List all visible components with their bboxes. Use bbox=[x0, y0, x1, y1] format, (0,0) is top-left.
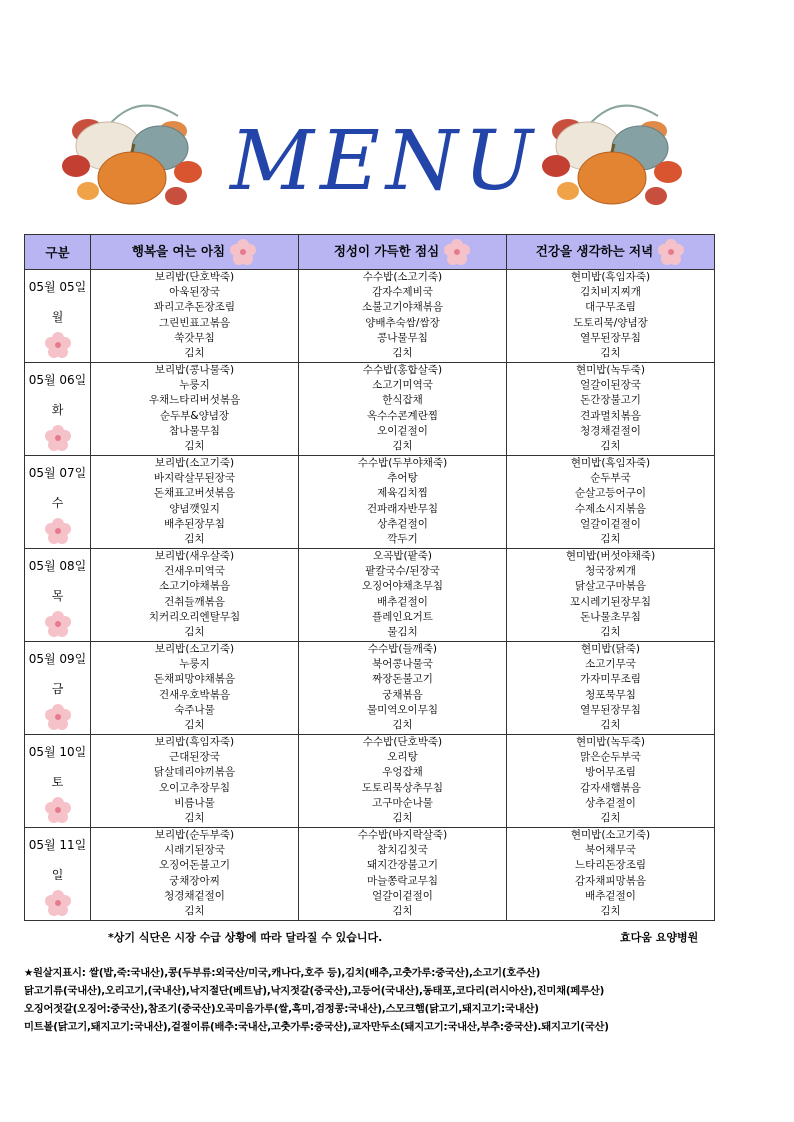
day-row bbox=[25, 735, 715, 828]
menu-item: 순두부국 bbox=[590, 472, 631, 485]
dinner-cell bbox=[507, 270, 715, 363]
menu-item: 참치김칫국 bbox=[377, 844, 428, 857]
date-label: 05월 09일 bbox=[28, 652, 87, 666]
menu-item: 팥칼국수/된장국 bbox=[365, 565, 440, 578]
menu-item: 건파래자반무침 bbox=[366, 502, 438, 515]
menu-item: 현미밥(녹두죽) bbox=[575, 736, 646, 748]
lunch-cell bbox=[299, 828, 507, 921]
day-row bbox=[25, 363, 715, 456]
menu-item: 상추겉절이 bbox=[585, 796, 636, 809]
menu-item: 돈나물초무침 bbox=[580, 610, 641, 623]
menu-item: 누룽지 bbox=[179, 379, 210, 392]
menu-item: 수제소시지볶음 bbox=[574, 502, 646, 515]
lunch-cell bbox=[299, 363, 507, 456]
menu-item: 김치 bbox=[600, 532, 621, 545]
dinner-cell bbox=[507, 549, 715, 642]
origin-line: 닭고기류(국내산),오리고기,(국내산),낙지절단(베트남),낙지젓갈(중국산),고등어(국내산),동태포,코다리(러시아산),진미채(페루산) bbox=[24, 985, 605, 997]
menu-item: 청경채겉절이 bbox=[164, 889, 225, 902]
menu-item: 현미밥(흑임자죽) bbox=[570, 271, 651, 283]
menu-item: 고구마순나물 bbox=[372, 796, 433, 809]
menu-item: 보리밥(소고기죽) bbox=[154, 643, 235, 655]
breakfast-cell bbox=[91, 735, 299, 828]
menu-item: 김치 bbox=[392, 346, 413, 359]
menu-item: 열무된장무침 bbox=[580, 331, 641, 344]
menu-item: 열무된장무침 bbox=[580, 703, 641, 716]
menu-item: 현미밥(버섯야채죽) bbox=[565, 550, 656, 562]
menu-item: 김치 bbox=[600, 811, 621, 824]
menu-item: 꽈리고추돈장조림 bbox=[153, 301, 236, 314]
menu-item: 소불고기야채볶음 bbox=[361, 301, 444, 314]
menu-item: 현미밥(닭죽) bbox=[581, 643, 640, 655]
dinner-cell bbox=[507, 828, 715, 921]
menu-item: 숙주나물 bbox=[174, 703, 215, 716]
menu-item: 순두부&양념장 bbox=[159, 409, 230, 422]
weekday-label: 목 bbox=[51, 589, 64, 603]
menu-item: 추어탕 bbox=[387, 472, 418, 485]
date-label: 05월 10일 bbox=[28, 745, 87, 759]
menu-item: 맑은순두부국 bbox=[580, 751, 641, 764]
menu-item: 방어무조림 bbox=[585, 766, 636, 779]
menu-item: 돈채표고버섯볶음 bbox=[153, 487, 236, 500]
menu-item: 수수밥(소고기죽) bbox=[362, 271, 443, 283]
menu-item: 오이고추장무침 bbox=[158, 781, 230, 794]
menu-item: 감자수제비국 bbox=[372, 286, 433, 299]
menu-table bbox=[24, 234, 715, 921]
menu-item: 도토리묵/양념장 bbox=[573, 316, 648, 329]
flower-icon bbox=[44, 517, 72, 545]
date-label: 05월 07일 bbox=[28, 466, 87, 480]
date-label: 05월 05일 bbox=[28, 280, 87, 294]
menu-item: 제육김치찜 bbox=[377, 487, 428, 500]
menu-item: 쑥갓무침 bbox=[174, 331, 215, 344]
menu-item: 근대된장국 bbox=[169, 751, 220, 764]
menu-item: 김치 bbox=[184, 346, 205, 359]
date-label: 05월 11일 bbox=[28, 838, 87, 852]
menu-item: 깍두기 bbox=[387, 532, 418, 545]
day-cell bbox=[25, 828, 91, 921]
header-breakfast: 행복을 여는 아침 bbox=[91, 235, 299, 270]
menu-item: 오곡밥(팥죽) bbox=[373, 550, 432, 562]
date-label: 05월 08일 bbox=[28, 559, 87, 573]
menu-item: 청국장찌개 bbox=[585, 565, 636, 578]
menu-item: 견과멸치볶음 bbox=[580, 409, 641, 422]
breakfast-cell bbox=[91, 363, 299, 456]
menu-item: 짜장돈불고기 bbox=[372, 673, 433, 686]
menu-item: 김치 bbox=[600, 346, 621, 359]
menu-item: 김치 bbox=[600, 625, 621, 638]
day-cell bbox=[25, 456, 91, 549]
menu-item: 얼갈이겉절이 bbox=[372, 889, 433, 902]
menu-item: 상추겉절이 bbox=[377, 517, 428, 530]
menu-item: 현미밥(소고기죽) bbox=[570, 829, 651, 841]
menu-item: 마늘쫑락교무침 bbox=[366, 874, 438, 887]
menu-item: 닭살고구마볶음 bbox=[574, 580, 646, 593]
menu-item: 소고기무국 bbox=[585, 658, 636, 671]
menu-item: 김치 bbox=[184, 532, 205, 545]
flower-icon bbox=[657, 238, 685, 266]
menu-item: 김치 bbox=[184, 811, 205, 824]
menu-item: 김치 bbox=[392, 439, 413, 452]
dinner-cell bbox=[507, 735, 715, 828]
header-category: 구분 bbox=[25, 235, 91, 270]
weekday-label: 일 bbox=[51, 868, 64, 882]
menu-item: 김치 bbox=[600, 439, 621, 452]
menu-item: 돼지간장불고기 bbox=[366, 859, 438, 872]
menu-item: 보리밥(순두부죽) bbox=[154, 829, 235, 841]
menu-item: 현미밥(흑임자죽) bbox=[570, 457, 651, 469]
origin-line: 오징어젓갈(오징어:중국산),참조기(중국산)오곡미음가루(쌀,흑미,검정콩:국내산),스모크햄(닭고기,돼지고기:국내산) bbox=[24, 1003, 539, 1015]
weekday-label: 금 bbox=[51, 682, 64, 696]
date-label: 05월 06일 bbox=[28, 373, 87, 387]
menu-item: 순살고등어구이 bbox=[574, 487, 646, 500]
menu-item: 도토리묵상추무침 bbox=[361, 781, 444, 794]
menu-item: 그린빈표고볶음 bbox=[158, 316, 230, 329]
day-row bbox=[25, 642, 715, 735]
menu-item: 소고기미역국 bbox=[372, 379, 433, 392]
menu-item: 우엉잡채 bbox=[382, 766, 423, 779]
lunch-cell bbox=[299, 456, 507, 549]
origin-info bbox=[24, 964, 724, 1036]
day-row bbox=[25, 549, 715, 642]
menu-item: 건새우미역국 bbox=[164, 565, 225, 578]
pumpkin-bouquet-left-icon bbox=[48, 86, 218, 216]
weekday-label: 수 bbox=[51, 496, 64, 510]
menu-item: 콩나물무침 bbox=[377, 331, 428, 344]
pumpkin-bouquet-right-icon bbox=[528, 86, 698, 216]
header-lunch: 정성이 가득한 점심 bbox=[299, 235, 507, 270]
menu-item: 우채느타리버섯볶음 bbox=[148, 394, 241, 407]
menu-item: 꼬시레기된장무침 bbox=[569, 595, 652, 608]
day-row bbox=[25, 270, 715, 363]
menu-item: 대구무조림 bbox=[585, 301, 636, 314]
header-row bbox=[25, 235, 715, 270]
menu-item: 김치 bbox=[600, 904, 621, 917]
menu-item: 보리밥(새우살죽) bbox=[154, 550, 235, 562]
menu-item: 수수밥(바지락살죽) bbox=[357, 829, 448, 841]
menu-item: 돈채피망야채볶음 bbox=[153, 673, 236, 686]
flower-icon bbox=[44, 703, 72, 731]
flower-icon bbox=[44, 889, 72, 917]
menu-item: 보리밥(소고기죽) bbox=[154, 457, 235, 469]
day-row bbox=[25, 456, 715, 549]
menu-item: 한식잡채 bbox=[382, 394, 423, 407]
menu-item: 오징어야채초무침 bbox=[361, 580, 444, 593]
menu-item: 배추겉절이 bbox=[585, 889, 636, 902]
lunch-cell bbox=[299, 735, 507, 828]
menu-item: 수수밥(단호박죽) bbox=[362, 736, 443, 748]
menu-item: 얼갈이겉절이 bbox=[580, 517, 641, 530]
menu-item: 비름나물 bbox=[174, 796, 215, 809]
lunch-cell bbox=[299, 642, 507, 735]
menu-item: 아욱된장국 bbox=[169, 286, 220, 299]
menu-item: 가자미무조림 bbox=[580, 673, 641, 686]
menu-item: 누룽지 bbox=[179, 658, 210, 671]
menu-item: 청경채겉절이 bbox=[580, 424, 641, 437]
menu-item: 북어채무국 bbox=[585, 844, 636, 857]
menu-item: 양배추숙쌈/쌈장 bbox=[365, 316, 440, 329]
menu-item: 건새우호박볶음 bbox=[158, 688, 230, 701]
dinner-cell bbox=[507, 456, 715, 549]
menu-item: 김치 bbox=[600, 718, 621, 731]
day-row bbox=[25, 828, 715, 921]
breakfast-cell bbox=[91, 828, 299, 921]
day-cell bbox=[25, 735, 91, 828]
menu-item: 물김치 bbox=[387, 625, 418, 638]
menu-item: 바지락살무된장국 bbox=[153, 472, 236, 485]
menu-item: 양념깻잎지 bbox=[169, 502, 220, 515]
menu-item: 청포묵무침 bbox=[585, 688, 636, 701]
menu-item: 궁채볶음 bbox=[382, 688, 423, 701]
menu-item: 궁채장아찌 bbox=[169, 874, 220, 887]
notice-text: *상기 식단은 시장 수급 상황에 따라 달라질 수 있습니다. bbox=[108, 931, 383, 944]
flower-icon bbox=[443, 238, 471, 266]
day-cell bbox=[25, 642, 91, 735]
menu-item: 김치 bbox=[392, 811, 413, 824]
menu-item: 보리밥(콩나물죽) bbox=[154, 364, 235, 376]
menu-item: 감자채피망볶음 bbox=[574, 874, 646, 887]
menu-item: 얼갈이된장국 bbox=[580, 379, 641, 392]
menu-title: MENU bbox=[230, 114, 539, 209]
dinner-cell bbox=[507, 363, 715, 456]
menu-item: 닭살데리야끼볶음 bbox=[153, 766, 236, 779]
menu-item: 김치 bbox=[184, 625, 205, 638]
day-cell bbox=[25, 549, 91, 642]
menu-item: 김치 bbox=[184, 718, 205, 731]
menu-item: 수수밥(두부야채죽) bbox=[357, 457, 448, 469]
menu-item: 오징어돈불고기 bbox=[158, 859, 230, 872]
menu-item: 참나물무침 bbox=[169, 424, 220, 437]
lunch-cell bbox=[299, 549, 507, 642]
weekday-label: 화 bbox=[51, 403, 64, 417]
header-dinner: 건강을 생각하는 저녁 bbox=[507, 235, 715, 270]
dinner-cell bbox=[507, 642, 715, 735]
menu-item: 북어콩나물국 bbox=[372, 658, 433, 671]
breakfast-cell bbox=[91, 642, 299, 735]
menu-item: 김치 bbox=[392, 904, 413, 917]
flower-icon bbox=[44, 331, 72, 359]
flower-icon bbox=[44, 610, 72, 638]
menu-item: 보리밥(단호박죽) bbox=[154, 271, 235, 283]
menu-item: 보리밥(흑임자죽) bbox=[154, 736, 235, 748]
origin-line: 미트볼(닭고기,돼지고기:국내산),겉절이류(배추:국내산,고춧가루:중국산),교자만두소(돼지고기:국내산,부추:중국산).돼지고기(국산) bbox=[24, 1021, 609, 1033]
breakfast-cell bbox=[91, 270, 299, 363]
menu-item: 시래기된장국 bbox=[164, 844, 225, 857]
menu-item: 플레인요거트 bbox=[372, 610, 433, 623]
hospital-name: 효다움 요양병원 bbox=[620, 931, 699, 944]
menu-item: 돈간장불고기 bbox=[580, 394, 641, 407]
day-cell bbox=[25, 363, 91, 456]
menu-item: 소고기야채볶음 bbox=[158, 580, 230, 593]
breakfast-cell bbox=[91, 456, 299, 549]
menu-item: 수수밥(홍합살죽) bbox=[362, 364, 443, 376]
menu-item: 현미밥(녹두죽) bbox=[575, 364, 646, 376]
flower-icon bbox=[44, 796, 72, 824]
menu-item: 김치비지찌개 bbox=[580, 286, 641, 299]
menu-item: 김치 bbox=[184, 439, 205, 452]
breakfast-cell bbox=[91, 549, 299, 642]
day-cell bbox=[25, 270, 91, 363]
menu-item: 건취들깨볶음 bbox=[164, 595, 225, 608]
flower-icon bbox=[44, 424, 72, 452]
menu-item: 치커리오리엔탈무침 bbox=[148, 610, 241, 623]
menu-item: 오리탕 bbox=[387, 751, 418, 764]
menu-item: 김치 bbox=[184, 904, 205, 917]
menu-item: 배추된장무침 bbox=[164, 517, 225, 530]
menu-item: 배추겉절이 bbox=[377, 595, 428, 608]
menu-item: 옥수수콘계란찜 bbox=[366, 409, 438, 422]
menu-item: 수수밥(들깨죽) bbox=[367, 643, 438, 655]
flower-icon bbox=[229, 238, 257, 266]
menu-item: 물미역오이무침 bbox=[366, 703, 438, 716]
menu-item: 오이겉절이 bbox=[377, 424, 428, 437]
menu-item: 느타리돈장조림 bbox=[574, 859, 646, 872]
lunch-cell bbox=[299, 270, 507, 363]
weekday-label: 토 bbox=[51, 775, 64, 789]
menu-item: 김치 bbox=[392, 718, 413, 731]
origin-line: ★원살지표시: 쌀(밥,죽:국내산),콩(두부류:외국산/미국,캐나다,호주 등),김치(배추,고춧가루:중국산),소고기(호주산) bbox=[24, 967, 541, 979]
menu-item: 감자새햄볶음 bbox=[580, 781, 641, 794]
weekday-label: 월 bbox=[51, 310, 64, 324]
